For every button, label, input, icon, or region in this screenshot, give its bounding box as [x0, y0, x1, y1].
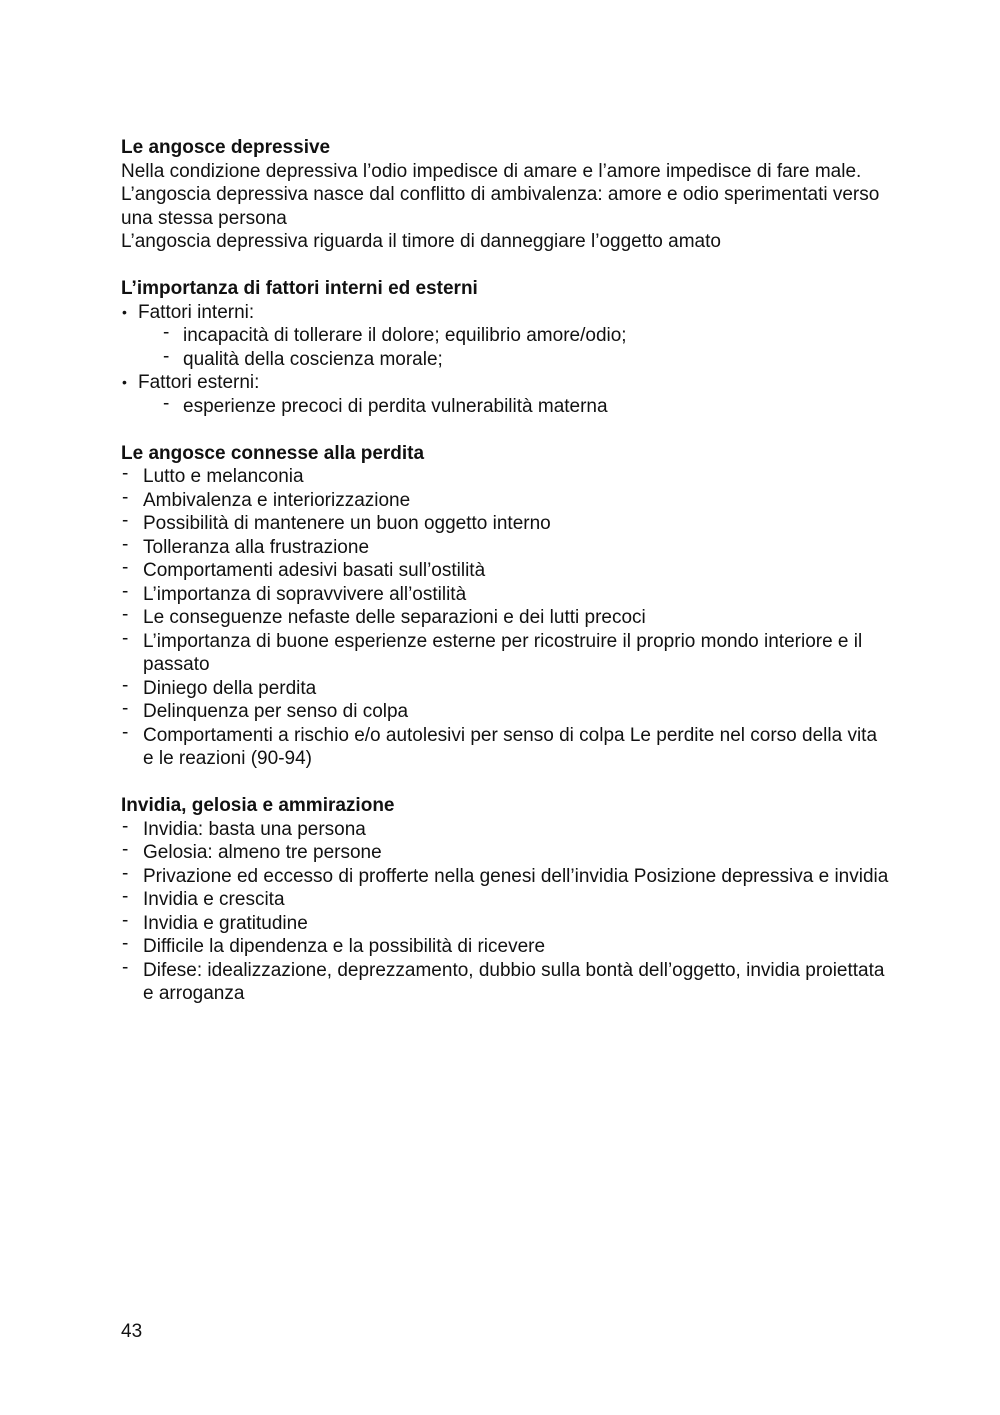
list-item-label: Fattori interni:: [138, 301, 255, 323]
loss-list: [121, 465, 891, 771]
bullet-icon: •: [122, 374, 127, 390]
list-item: - Tolleranza alla frustrazione: [121, 536, 891, 560]
section-depressive-anxieties: [121, 136, 891, 254]
list-item: - Difficile la dipendenza e la possibilità di ricevere: [121, 935, 891, 959]
external-factors-sublist: [161, 395, 891, 419]
list-item: - Lutto e melanconia: [121, 465, 891, 489]
list-item: - Ambivalenza e interiorizzazione: [121, 489, 891, 513]
section-heading: L’importanza di fattori interni ed esterni: [121, 278, 478, 299]
section-heading: Le angosce depressive: [121, 137, 331, 158]
paragraph: L’angoscia depressiva riguarda il timore di danneggiare l’oggetto amato: [121, 231, 721, 252]
list-item: - Comportamenti adesivi basati sull’ostilità: [121, 559, 891, 583]
list-item: - Gelosia: almeno tre persone: [121, 841, 891, 865]
list-item: - Possibilità di mantenere un buon oggetto interno: [121, 512, 891, 536]
list-item-label: Fattori esterni:: [138, 372, 260, 393]
section-heading: Invidia, gelosia e ammirazione: [121, 795, 395, 816]
list-item: - Difese: idealizzazione, deprezzamento, dubbio sulla bontà dell’oggetto, invidia proiettata e arroganza: [121, 959, 891, 1006]
list-item-external-factors: [121, 371, 891, 418]
section-envy-jealousy: [121, 794, 891, 1006]
paragraph: Nella condizione depressiva l’odio impedisce di amare e l’amore impedisce di fare male.: [121, 160, 862, 182]
envy-list: [121, 818, 891, 1006]
bullet-icon: •: [122, 303, 127, 320]
list-item-internal-factors: [121, 301, 891, 372]
list-item: - Le conseguenze nefaste delle separazioni e dei lutti precoci: [121, 606, 891, 630]
internal-factors-sublist: [161, 324, 891, 371]
list-item: - Invidia e crescita: [121, 888, 891, 912]
page-number: 43: [121, 1321, 143, 1342]
section-internal-external-factors: [121, 277, 891, 418]
paragraph: L’angoscia depressiva nasce dal conflitto di ambivalenza: amore e odio sperimentati verso una stessa persona: [121, 184, 880, 229]
list-item: - Invidia e gratitudine: [121, 912, 891, 936]
list-item: - L’importanza di buone esperienze esterne per ricostruire il proprio mondo interiore e il passato: [121, 630, 891, 677]
page-content: [121, 136, 891, 1006]
sub-list-item: - qualità della coscienza morale;: [161, 348, 891, 372]
list-item: - Diniego della perdita: [121, 677, 891, 701]
factors-list: [121, 301, 891, 419]
list-item: - Delinquenza per senso di colpa: [121, 700, 891, 724]
sub-list-item: - incapacità di tollerare il dolore; equilibrio amore/odio;: [161, 324, 891, 348]
list-item: - Invidia: basta una persona: [121, 818, 891, 842]
section-heading: Le angosce connesse alla perdita: [121, 442, 425, 464]
section-loss-anxieties: [121, 442, 891, 771]
list-item: - Privazione ed eccesso di profferte nella genesi dell’invidia Posizione depressiva e invidia: [121, 865, 891, 889]
list-item: - L’importanza di sopravvivere all’ostilità: [121, 583, 891, 607]
sub-list-item: - esperienze precoci di perdita vulnerabilità materna: [161, 395, 891, 419]
list-item: - Comportamenti a rischio e/o autolesivi per senso di colpa Le perdite nel corso della vita e le reazioni (90-94): [121, 724, 891, 771]
